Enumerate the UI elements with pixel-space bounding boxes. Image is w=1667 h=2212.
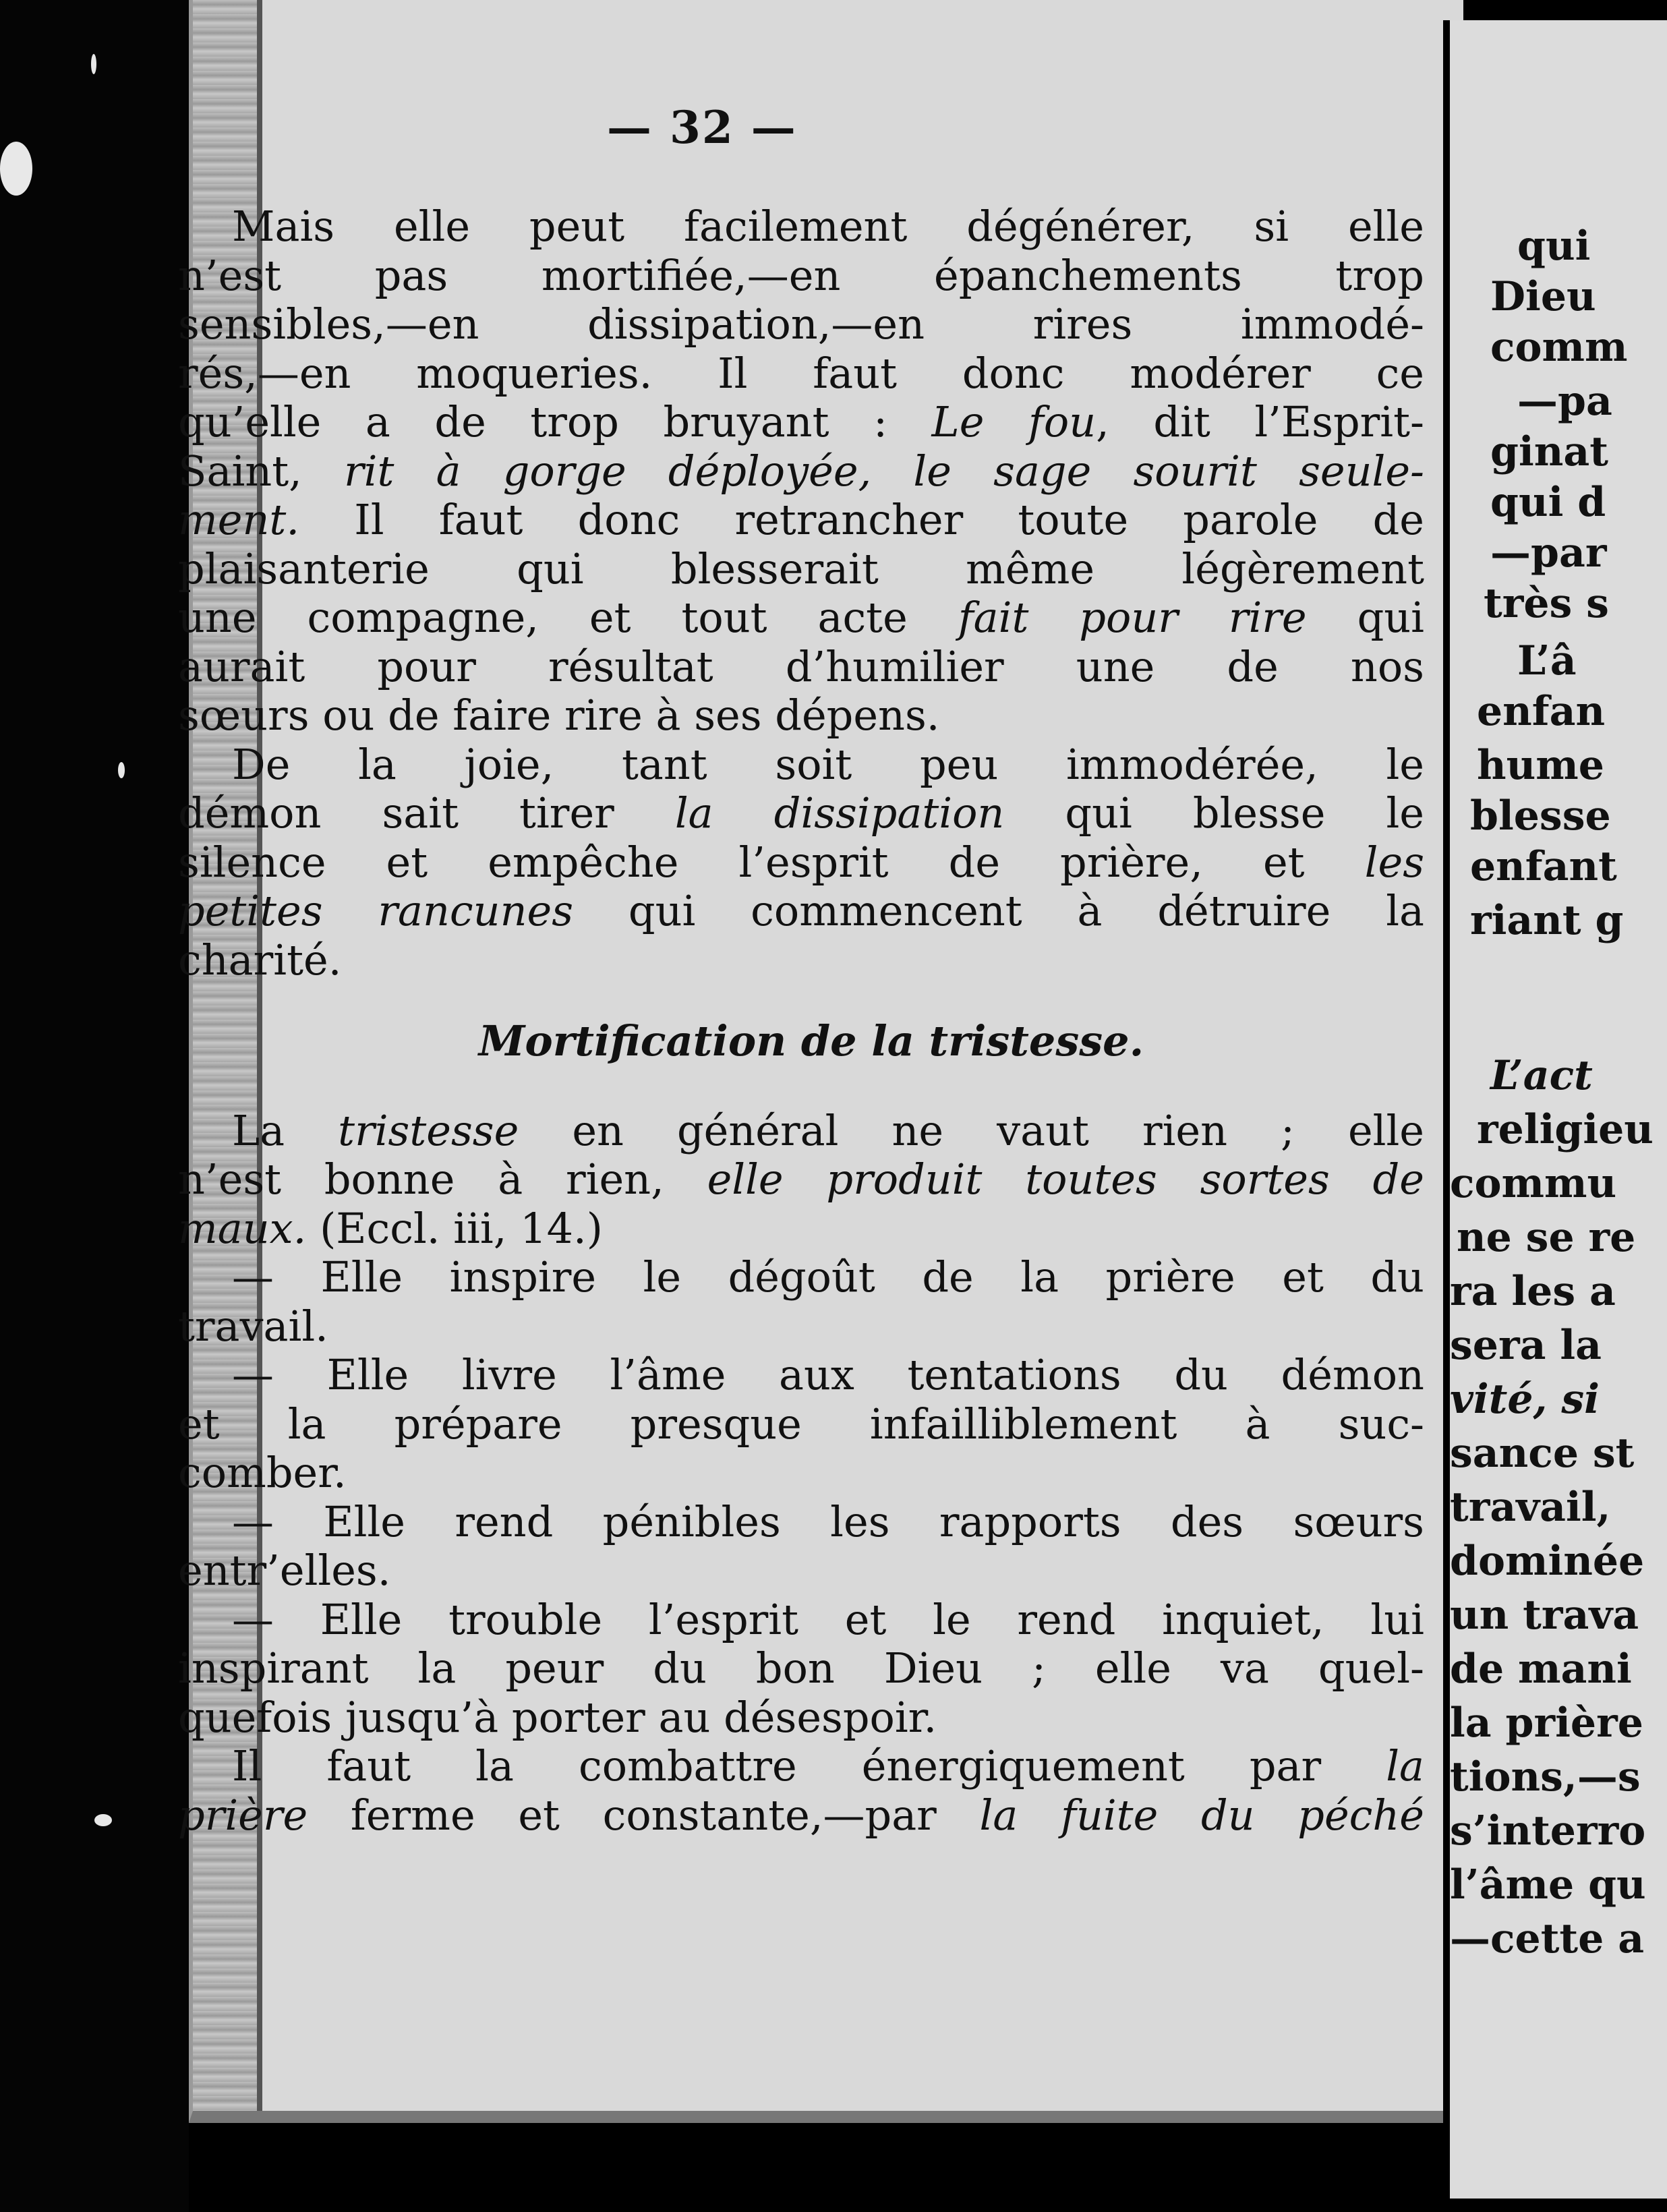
text-line [178, 838, 1424, 887]
facing-page-line: sance st [1450, 1430, 1635, 1477]
text-fragment: n’est bonne à rien, [178, 1155, 664, 1204]
facing-page-line: qui d [1490, 479, 1606, 526]
text-line [178, 398, 1424, 447]
text-line: — Elle livre l’âme aux tentations du démon [232, 1351, 1424, 1399]
text-fragment: qui commencent à détruire la [628, 887, 1424, 935]
text-line: aurait pour résultat d’humilier une de nos [178, 642, 1424, 691]
text-fragment: Il faut donc retrancher toute parole de [354, 496, 1424, 544]
facing-page-line: comm [1490, 324, 1628, 371]
facing-page-line: —par [1490, 529, 1607, 577]
facing-page-line: L’act [1490, 1052, 1593, 1099]
text-line [178, 1204, 1424, 1254]
facing-page-line: sera la [1450, 1322, 1602, 1369]
facing-page-line: blesse [1470, 792, 1611, 840]
italic-fragment: Le fou [931, 398, 1096, 446]
paper-speck [94, 1814, 112, 1826]
text-fragment: qui blesse le [1065, 789, 1424, 838]
facing-page-line: tions,—s [1450, 1753, 1641, 1801]
text-fragment: (Eccl. iii, 14.) [320, 1204, 603, 1253]
text-fragment: en général ne vaut rien ; elle [572, 1106, 1424, 1155]
text-line: sensibles,—en dissipation,—en rires immodé- [178, 300, 1424, 349]
italic-fragment: prière [178, 1791, 308, 1840]
text-line: — Elle trouble l’esprit et le rend inquiet, lui [232, 1595, 1424, 1644]
facing-page-line: religieu [1477, 1106, 1654, 1153]
facing-page-line: qui [1517, 223, 1591, 270]
italic-fragment: fait pour rire [958, 593, 1307, 642]
facing-page-line: enfant [1470, 843, 1617, 890]
facing-page [1443, 20, 1667, 2199]
paper-speck [0, 142, 32, 196]
page-body [178, 202, 1424, 1840]
text-fragment: qui [1357, 593, 1424, 642]
facing-page-line: ginat [1490, 428, 1608, 475]
text-line: sœurs ou de faire rire à ses dépens. [178, 691, 940, 740]
text-line [178, 1107, 1424, 1156]
text-line: Mais elle peut facilement dégénérer, si elle [232, 202, 1424, 251]
italic-fragment: la dissipation [674, 789, 1005, 838]
facing-page-line: riant g [1470, 897, 1624, 944]
italic-fragment: les [1364, 838, 1424, 887]
facing-page-line: hume [1477, 742, 1604, 789]
facing-page-line: vité, si [1450, 1376, 1600, 1423]
facing-page-line: dominée [1450, 1538, 1645, 1585]
paper-speck [91, 54, 96, 74]
facing-page-line: s’interro [1450, 1807, 1646, 1855]
italic-fragment: petites rancunes [178, 887, 574, 935]
paper-speck [118, 762, 125, 778]
facing-page-line: ra les a [1450, 1268, 1616, 1315]
facing-page-line: enfan [1477, 688, 1606, 735]
text-line [178, 447, 1424, 496]
text-line: entr’elles. [178, 1546, 391, 1595]
italic-fragment: la fuite du péché [979, 1791, 1424, 1840]
facing-page-line: L’â [1517, 637, 1577, 685]
facing-page-line: —pa [1517, 378, 1612, 425]
italic-fragment: maux. [178, 1204, 307, 1253]
text-line: charité. [178, 935, 342, 985]
text-line: quefois jusqu’à porter au désespoir. [178, 1693, 937, 1742]
text-fragment: silence et empêche l’esprit de prière, et [178, 838, 1305, 887]
text-line [178, 1791, 1424, 1840]
text-fragment: Il faut la combattre énergiquement par [232, 1742, 1322, 1791]
text-line: et la prépare presque infailliblement à suc- [178, 1399, 1424, 1449]
text-fragment: démon sait tirer [178, 789, 614, 838]
facing-page-line: Dieu [1490, 273, 1596, 320]
text-line [178, 593, 1424, 643]
text-line: — Elle rend pénibles les rapports des sœurs [232, 1497, 1424, 1546]
text-line [178, 496, 1424, 545]
text-fragment: ferme et constante,—par [350, 1791, 937, 1840]
text-line: n’est pas mortifiée,—en épanchements trop [178, 251, 1424, 300]
text-line [178, 789, 1424, 838]
page-number: — 32 — [607, 101, 797, 154]
text-line: rés,—en moqueries. Il faut donc modérer ce [178, 349, 1424, 398]
text-line: plaisanterie qui blesserait même légèrement [178, 544, 1424, 593]
text-fragment: , dit l’Esprit- [1096, 398, 1424, 446]
italic-fragment: tristesse [338, 1106, 519, 1155]
text-line: inspirant la peur du bon Dieu ; elle va quel- [178, 1644, 1424, 1693]
facing-page-line: commu [1450, 1160, 1617, 1207]
binding-edge [0, 0, 189, 2212]
text-line [178, 887, 1424, 936]
facing-page-line: un trava [1450, 1592, 1639, 1639]
facing-page-line: très s [1484, 580, 1609, 627]
facing-page-line: la prière [1450, 1699, 1643, 1747]
text-line: De la joie, tant soit peu immodérée, le [232, 740, 1424, 789]
text-fragment: qu’elle a de trop bruyant : [178, 398, 887, 446]
italic-fragment: ment. [178, 496, 300, 544]
text-line: comber. [178, 1449, 347, 1497]
facing-page-line: de mani [1450, 1646, 1632, 1693]
italic-fragment: rit à gorge déployée, le sage sourit seule- [344, 446, 1424, 496]
text-fragment: une compagne, et tout acte [178, 593, 908, 642]
text-line: travail. [178, 1302, 328, 1351]
text-line [178, 1155, 1424, 1204]
text-fragment: La [232, 1106, 285, 1155]
section-heading: Mortification de la tristesse. [478, 1016, 1144, 1066]
facing-page-line: ne se re [1457, 1214, 1636, 1261]
facing-page-line: travail, [1450, 1484, 1611, 1531]
text-fragment: Saint, [178, 446, 302, 496]
text-line: — Elle inspire le dégoût de la prière et du [232, 1253, 1424, 1302]
text-line [178, 1742, 1424, 1791]
italic-fragment: elle produit toutes sortes de [707, 1155, 1424, 1204]
facing-page-line: —cette a [1450, 1915, 1645, 1962]
facing-page-line: l’âme qu [1450, 1861, 1646, 1909]
italic-fragment: la [1386, 1742, 1424, 1791]
